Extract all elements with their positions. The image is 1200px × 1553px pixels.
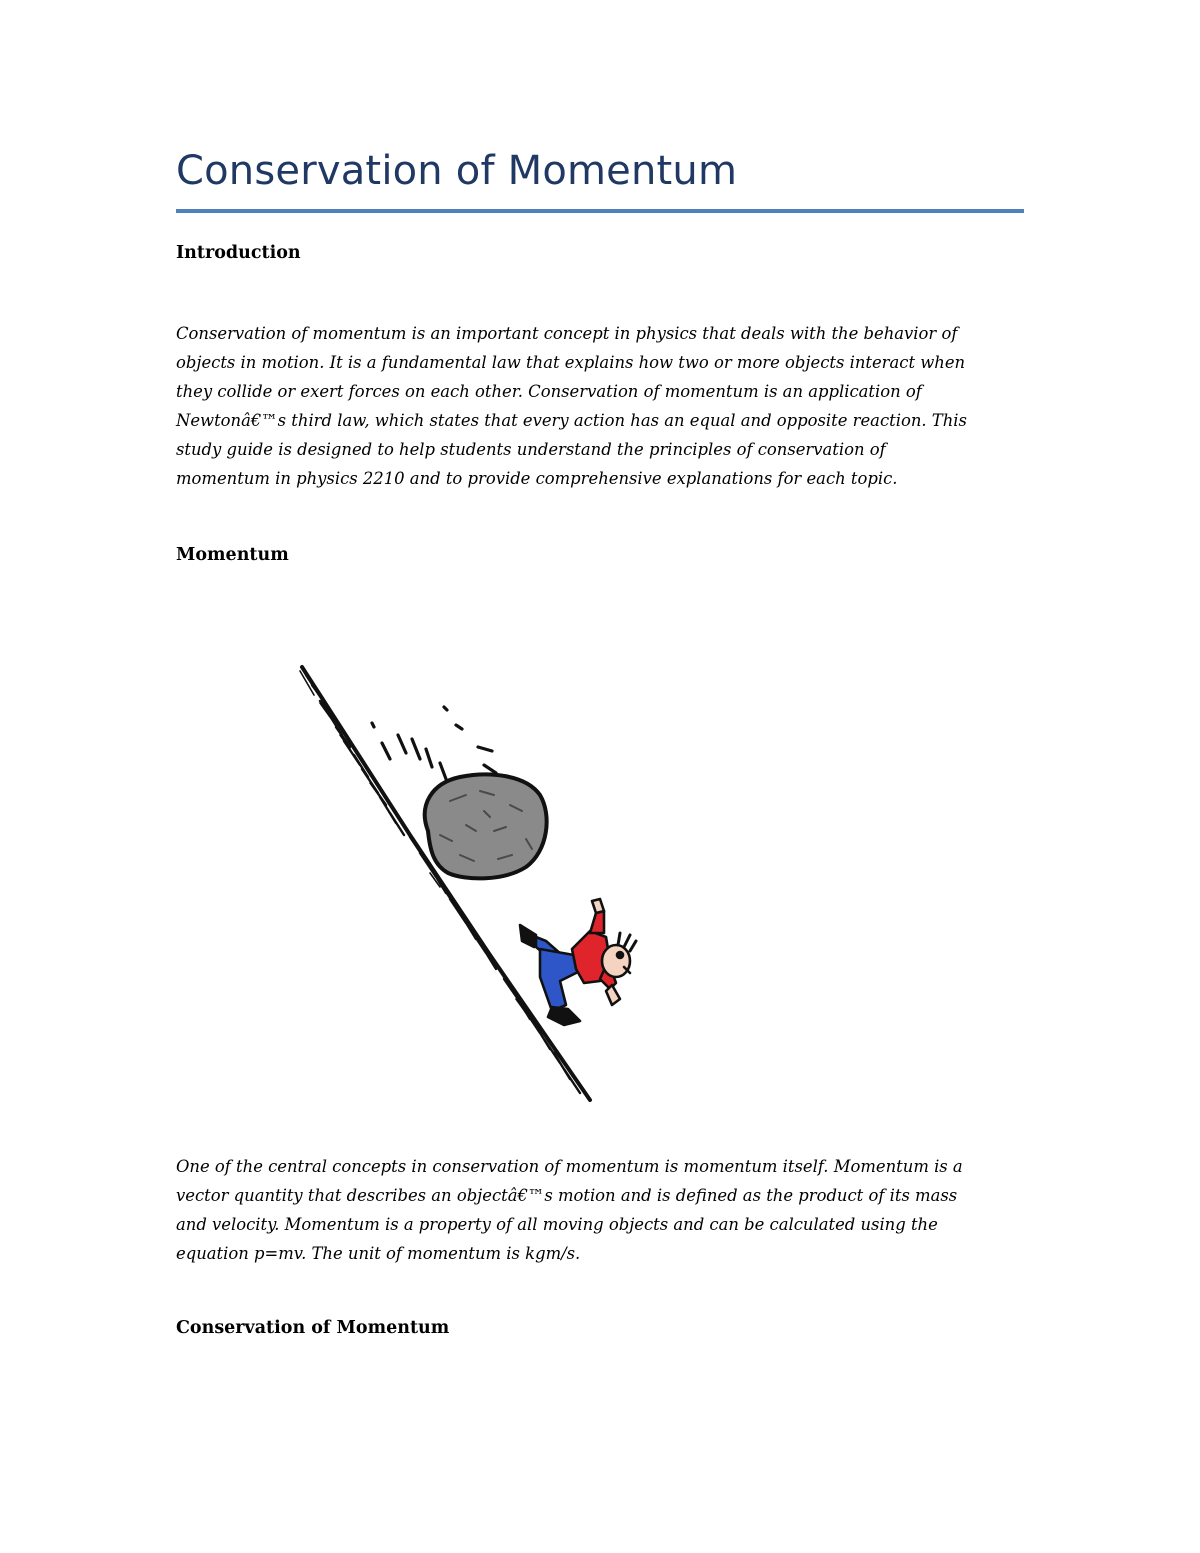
page-title: Conservation of Momentum <box>176 148 738 194</box>
section-heading-introduction: Introduction <box>176 243 301 263</box>
introduction-paragraph: Conservation of momentum is an important concept in physics that deals with the behavior of objects in motion. It is a fundamental law that explains how two or more objects interact when they collide or exert forces on each other. Conservation of momentum is an application of Newtonâ€™s third law, which states that every action has an equal and opposite reaction. This study guide is designed to help students understand the principles of conservation of momentum in physics 2210 and to provide comprehensive explanations for each topic. <box>176 324 967 488</box>
section-heading-conservation-of-momentum: Conservation of Momentum <box>176 1318 450 1338</box>
title-underline <box>176 209 1024 213</box>
section-heading-momentum: Momentum <box>176 545 289 565</box>
boulder-illustration-icon <box>290 655 650 1115</box>
momentum-paragraph: One of the central concepts in conservation of momentum is momentum itself. Momentum is a vector quantity that describes an objectâ€™s motion and is defined as the product of its mass and velocity. Momentum is a property of all moving objects and can be calculated using the equation p=mv. The unit of momentum is kgm/s. <box>176 1157 963 1263</box>
